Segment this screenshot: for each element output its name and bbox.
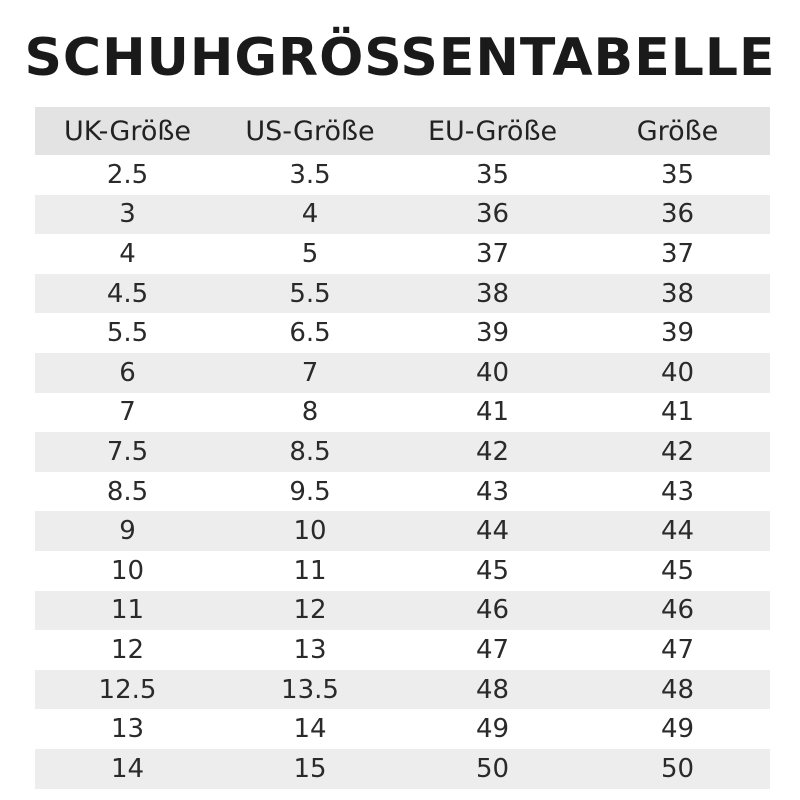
uk-size-cell: 14 (35, 749, 220, 789)
uk-size-cell: 8.5 (35, 472, 220, 512)
eu-size-cell: 50 (400, 749, 585, 789)
size-cell: 39 (585, 313, 770, 353)
uk-size-cell: 10 (35, 551, 220, 591)
table-row (35, 749, 770, 789)
size-cell: 35 (585, 155, 770, 195)
header-us-size: US-Größe (220, 107, 400, 155)
size-cell: 40 (585, 353, 770, 393)
us-size-cell: 14 (220, 709, 400, 749)
table-row (35, 393, 770, 433)
size-cell: 36 (585, 195, 770, 235)
header-size: Größe (585, 107, 770, 155)
table-row (35, 234, 770, 274)
eu-size-cell: 38 (400, 274, 585, 314)
eu-size-cell: 42 (400, 432, 585, 472)
table-row (35, 630, 770, 670)
page-title: SCHUHGRÖSSENTABELLE (24, 28, 776, 88)
table-row (35, 432, 770, 472)
size-cell: 48 (585, 670, 770, 710)
eu-size-cell: 48 (400, 670, 585, 710)
uk-size-cell: 13 (35, 709, 220, 749)
us-size-cell: 7 (220, 353, 400, 393)
header-eu-size: EU-Größe (400, 107, 585, 155)
uk-size-cell: 11 (35, 591, 220, 631)
uk-size-cell: 5.5 (35, 313, 220, 353)
us-size-cell: 10 (220, 511, 400, 551)
table-row (35, 670, 770, 710)
uk-size-cell: 4.5 (35, 274, 220, 314)
header-uk-size: UK-Größe (35, 107, 220, 155)
eu-size-cell: 43 (400, 472, 585, 512)
table-row (35, 511, 770, 551)
eu-size-cell: 47 (400, 630, 585, 670)
us-size-cell: 5 (220, 234, 400, 274)
us-size-cell: 9.5 (220, 472, 400, 512)
eu-size-cell: 45 (400, 551, 585, 591)
size-cell: 50 (585, 749, 770, 789)
size-cell: 42 (585, 432, 770, 472)
uk-size-cell: 3 (35, 195, 220, 235)
us-size-cell: 5.5 (220, 274, 400, 314)
size-cell: 45 (585, 551, 770, 591)
eu-size-cell: 35 (400, 155, 585, 195)
table-row (35, 353, 770, 393)
eu-size-cell: 37 (400, 234, 585, 274)
table-header-row (35, 107, 770, 155)
uk-size-cell: 6 (35, 353, 220, 393)
table-row (35, 195, 770, 235)
us-size-cell: 13 (220, 630, 400, 670)
us-size-cell: 13.5 (220, 670, 400, 710)
uk-size-cell: 12 (35, 630, 220, 670)
table-row (35, 591, 770, 631)
table-row (35, 551, 770, 591)
table-row (35, 313, 770, 353)
us-size-cell: 11 (220, 551, 400, 591)
table-row (35, 155, 770, 195)
us-size-cell: 12 (220, 591, 400, 631)
us-size-cell: 3.5 (220, 155, 400, 195)
us-size-cell: 8.5 (220, 432, 400, 472)
eu-size-cell: 40 (400, 353, 585, 393)
table-row (35, 709, 770, 749)
us-size-cell: 15 (220, 749, 400, 789)
table-row (35, 274, 770, 314)
us-size-cell: 4 (220, 195, 400, 235)
us-size-cell: 8 (220, 393, 400, 433)
size-cell: 46 (585, 591, 770, 631)
uk-size-cell: 12.5 (35, 670, 220, 710)
uk-size-cell: 7 (35, 393, 220, 433)
eu-size-cell: 36 (400, 195, 585, 235)
size-cell: 37 (585, 234, 770, 274)
size-cell: 44 (585, 511, 770, 551)
eu-size-cell: 39 (400, 313, 585, 353)
eu-size-cell: 41 (400, 393, 585, 433)
size-cell: 49 (585, 709, 770, 749)
uk-size-cell: 9 (35, 511, 220, 551)
us-size-cell: 6.5 (220, 313, 400, 353)
eu-size-cell: 44 (400, 511, 585, 551)
uk-size-cell: 7.5 (35, 432, 220, 472)
size-cell: 47 (585, 630, 770, 670)
uk-size-cell: 4 (35, 234, 220, 274)
shoe-size-table (35, 107, 770, 789)
eu-size-cell: 46 (400, 591, 585, 631)
size-cell: 43 (585, 472, 770, 512)
eu-size-cell: 49 (400, 709, 585, 749)
size-cell: 38 (585, 274, 770, 314)
uk-size-cell: 2.5 (35, 155, 220, 195)
table-row (35, 472, 770, 512)
table-body (35, 155, 770, 789)
size-cell: 41 (585, 393, 770, 433)
